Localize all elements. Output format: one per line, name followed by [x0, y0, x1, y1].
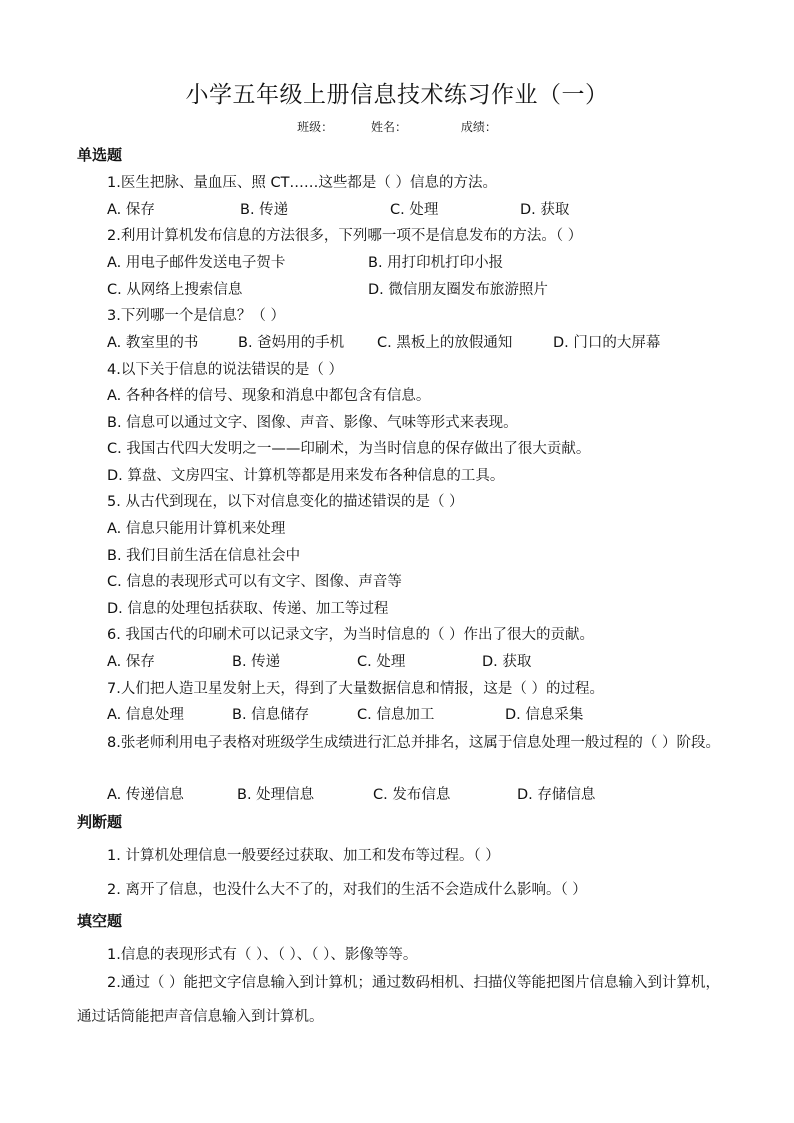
option: A. 保存 [107, 202, 155, 218]
option: B. 爸妈用的手机 [238, 335, 345, 351]
question-5-option-c: C. 信息的表现形式可以有文字、图像、声音等 [107, 574, 402, 590]
option: C. 发布信息 [373, 787, 451, 803]
option: B. 传递 [240, 202, 289, 218]
question-6: 6. 我国古代的印刷术可以记录文字，为当时信息的（ ）作出了很大的贡献。 [107, 627, 595, 643]
class-label: 班级： [297, 120, 334, 134]
score-label: 成绩： [460, 120, 497, 134]
option: C. 从网络上搜索信息 [107, 282, 243, 298]
judge-question-2: 2. 离开了信息，也没什么大不了的，对我们的生活不会造成什么影响。（ ） [107, 882, 587, 898]
option: B. 用打印机打印小报 [368, 255, 504, 271]
option: A. 信息处理 [107, 707, 184, 723]
question-1: 1.医生把脉、量血压、照 CT……这些都是（ ）信息的方法。 [107, 175, 498, 191]
question-7: 7.人们把人造卫星发射上天，得到了大量数据信息和情报，这是（ ）的过程。 [107, 681, 604, 697]
option: D. 获取 [520, 202, 570, 218]
question-5-option-d: D. 信息的处理包括获取、传递、加工等过程 [107, 601, 389, 617]
question-4-option-c: C. 我国古代四大发明之一——印刷术，为当时信息的保存做出了很大贡献。 [107, 441, 591, 457]
name-label: 姓名： [370, 120, 407, 134]
question-5-option-a: A. 信息只能用计算机来处理 [107, 521, 286, 537]
question-8: 8.张老师利用电子表格对班级学生成绩进行汇总并排名，这属于信息处理一般过程的（ ）阶段。 [107, 735, 720, 751]
option: B. 传递 [232, 654, 281, 670]
option: A. 用电子邮件发送电子贺卡 [107, 255, 286, 271]
option: C. 信息加工 [357, 707, 435, 723]
question-5: 5. 从古代到现在，以下对信息变化的描述错误的是（ ） [107, 494, 464, 510]
option: C. 黑板上的放假通知 [377, 335, 513, 351]
option: B. 信息储存 [232, 707, 310, 723]
option: B. 处理信息 [237, 787, 315, 803]
page-title: 小学五年级上册信息技术练习作业（一） [185, 82, 609, 108]
fill-question-1: 1.信息的表现形式有（ ）、（ ）、（ ）、影像等等。 [107, 947, 418, 963]
student-info-row [0, 118, 794, 135]
question-4-option-a: A. 各种各样的信号、现象和消息中都包含有信息。 [107, 388, 431, 404]
question-4: 4.以下关于信息的说法错误的是（ ） [107, 362, 343, 378]
question-5-option-b: B. 我们目前生活在信息社会中 [107, 548, 301, 564]
option: C. 处理 [357, 654, 406, 670]
option: C. 处理 [390, 202, 439, 218]
section-fill-blank: 填空题 [77, 912, 123, 930]
option: A. 保存 [107, 654, 155, 670]
option: D. 微信朋友圈发布旅游照片 [368, 282, 548, 298]
section-single-choice: 单选题 [77, 146, 123, 164]
section-true-false: 判断题 [77, 813, 123, 831]
question-2: 2.利用计算机发布信息的方法很多，下列哪一项不是信息发布的方法。（ ） [107, 228, 583, 244]
judge-question-1: 1. 计算机处理信息一般要经过获取、加工和发布等过程。（ ） [107, 848, 500, 864]
option: A. 教室里的书 [107, 335, 199, 351]
question-4-option-d: D. 算盘、文房四宝、计算机等都是用来发布各种信息的工具。 [107, 468, 505, 484]
option: A. 传递信息 [107, 787, 184, 803]
question-4-option-b: B. 信息可以通过文字、图像、声音、影像、气味等形式来表现。 [107, 415, 518, 431]
option: D. 门口的大屏幕 [553, 335, 661, 351]
option: D. 获取 [482, 654, 532, 670]
option: D. 存储信息 [517, 787, 596, 803]
fill-question-2: 2.通过（ ）能把文字信息输入到计算机；通过数码相机、扫描仪等能把图片信息输入到计算机，通过话筒能把声音信息输入到计算机。 [77, 975, 720, 1025]
option: D. 信息采集 [505, 707, 584, 723]
question-3: 3.下列哪一个是信息？（ ） [107, 308, 285, 324]
